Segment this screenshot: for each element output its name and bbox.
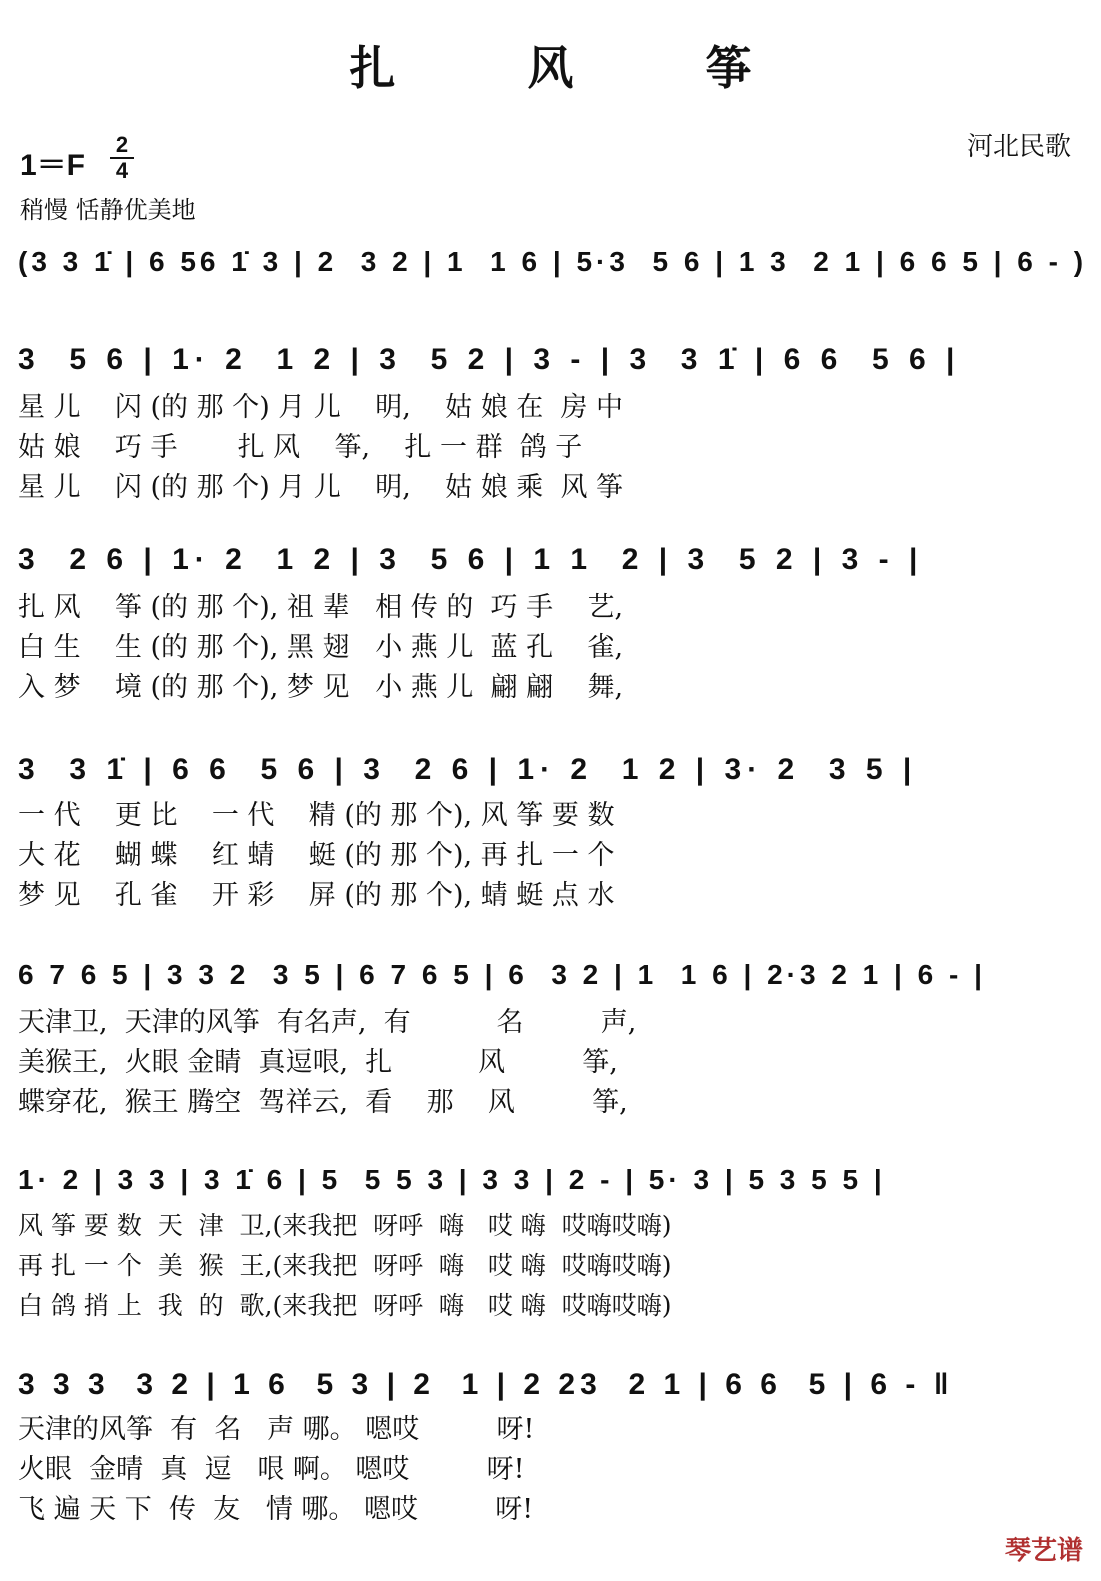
lyric-text: 飞 遍 天 下 传 友 情 哪。 嗯哎 呀! bbox=[18, 1494, 534, 1525]
lyric-line-5-1 bbox=[0, 1208, 1101, 1244]
song-source: 河北民歌 bbox=[966, 132, 1071, 162]
staff-system-2 bbox=[0, 540, 1101, 590]
watermark-text: 琴艺谱 bbox=[1004, 1536, 1083, 1566]
key-signature: 1＝F bbox=[20, 149, 86, 182]
time-signature bbox=[110, 134, 134, 182]
lyric-line-1-2 bbox=[0, 430, 1101, 466]
intro-notes: (3 3 1̇ | 6 56 1̇ 3 | 2 3 2 | 1 1 6 | 5·3 5 6 | 1 3 2 1 | 6 6 5 | 6 - ) bbox=[18, 246, 1088, 277]
lyric-text: 蝶穿花, 猴王 腾空 驾祥云, 看 那 风 筝, bbox=[18, 1087, 628, 1118]
lyric-line-6-3 bbox=[0, 1492, 1101, 1528]
lyric-line-6-1 bbox=[0, 1412, 1101, 1448]
staff-system-3 bbox=[0, 750, 1101, 800]
lyric-text: 扎 风 筝 (的 那 个), 祖 辈 相 传 的 巧 手 艺, bbox=[18, 592, 624, 623]
staff-notes-2: 3 2 6 | 1· 2 1 2 | 3 5 6 | 1 1 2 | 3 5 2 | 3 - | bbox=[18, 543, 924, 576]
lyric-text: 火眼 金晴 真 逗 哏 啊。 嗯哎 呀! bbox=[18, 1454, 525, 1485]
lyric-text: 美猴王, 火眼 金睛 真逗哏, 扎 风 筝, bbox=[18, 1047, 618, 1078]
lyric-text: 白 生 生 (的 那 个), 黑 翅 小 燕 儿 蓝 孔 雀, bbox=[18, 632, 624, 663]
lyric-text: 天津卫, 天津的风筝 有名声, 有 名 声, bbox=[18, 1007, 637, 1038]
lyric-line-2-2 bbox=[0, 630, 1101, 666]
lyric-text: 星 儿 闪 (的 那 个) 月 儿 明, 姑 娘 乘 风 筝 bbox=[18, 472, 624, 503]
lyric-text: 风 筝 要 数 天 津 卫,(来我把 呀呼 嗨 哎 嗨 哎嗨哎嗨) bbox=[18, 1211, 672, 1240]
staff-notes-3: 3 3 1̇ | 6 6 5 6 | 3 2 6 | 1· 2 1 2 | 3· 2 3 5 | bbox=[18, 753, 918, 786]
lyric-text: 大 花 蝴 蝶 红 蜻 蜓 (的 那 个), 再 扎 一 个 bbox=[18, 840, 615, 871]
lyric-line-3-2 bbox=[0, 838, 1101, 874]
lyric-line-1-3 bbox=[0, 470, 1101, 506]
lyric-text: 梦 见 孔 雀 开 彩 屏 (的 那 个), 蜻 蜓 点 水 bbox=[18, 880, 615, 911]
lyric-line-5-2 bbox=[0, 1248, 1101, 1284]
lyric-line-3-1 bbox=[0, 798, 1101, 834]
watermark-logo bbox=[1005, 1530, 1083, 1567]
staff-system-1 bbox=[0, 340, 1101, 390]
lyric-line-1-1 bbox=[0, 390, 1101, 426]
staff-notes-5: 1· 2 | 3 3 | 3 1̇ 6 | 5 5 5 3 | 3 3 | 2 - | 5· 3 | 5 3 5 5 | bbox=[18, 1164, 886, 1195]
staff-system-4 bbox=[0, 955, 1101, 1005]
lyric-text: 再 扎 一 个 美 猴 王,(来我把 呀呼 嗨 哎 嗨 哎嗨哎嗨) bbox=[18, 1251, 672, 1280]
staff-notes-6: 3 3 3 3 2 | 1 6 5 3 | 2 1 | 2 23 2 1 | 6 6 5 | 6 - ‖ bbox=[18, 1368, 954, 1401]
lyric-line-4-2 bbox=[0, 1045, 1101, 1081]
lyric-line-3-3 bbox=[0, 878, 1101, 914]
lyric-line-6-2 bbox=[0, 1452, 1101, 1488]
staff-notes-4: 6 7 6 5 | 3 3 2 3 5 | 6 7 6 5 | 6 3 2 | 1 1 6 | 2·3 2 1 | 6 - | bbox=[18, 959, 986, 990]
time-signature-bottom: 4 bbox=[115, 158, 129, 183]
lyric-text: 一 代 更 比 一 代 精 (的 那 个), 风 筝 要 数 bbox=[18, 800, 615, 831]
lyric-text: 姑 娘 巧 手 扎 风 筝, 扎 一 群 鸽 子 bbox=[18, 432, 583, 463]
lyric-line-4-1 bbox=[0, 1005, 1101, 1041]
lyric-text: 天津的风筝 有 名 声 哪。 嗯哎 呀! bbox=[18, 1414, 535, 1445]
intro-staff bbox=[0, 242, 1101, 292]
lyric-line-2-1 bbox=[0, 590, 1101, 626]
lyric-line-5-3 bbox=[0, 1288, 1101, 1324]
song-title: 扎 风 筝 bbox=[349, 41, 810, 95]
lyric-text: 入 梦 境 (的 那 个), 梦 见 小 燕 儿 翩 翩 舞, bbox=[18, 672, 624, 703]
time-signature-top: 2 bbox=[115, 132, 129, 157]
lyric-text: 星 儿 闪 (的 那 个) 月 儿 明, 姑 娘 在 房 中 bbox=[18, 392, 624, 423]
lyric-line-2-3 bbox=[0, 670, 1101, 706]
tempo-marking: 稍慢 恬静优美地 bbox=[20, 196, 196, 224]
staff-system-5 bbox=[0, 1160, 1101, 1210]
lyric-line-4-3 bbox=[0, 1085, 1101, 1121]
staff-notes-1: 3 5 6 | 1· 2 1 2 | 3 5 2 | 3 - | 3 3 1̇ | 6 6 5 6 | bbox=[18, 343, 961, 376]
lyric-text: 白 鸽 捎 上 我 的 歌,(来我把 呀呼 嗨 哎 嗨 哎嗨哎嗨) bbox=[18, 1291, 672, 1320]
staff-system-6 bbox=[0, 1365, 1101, 1415]
